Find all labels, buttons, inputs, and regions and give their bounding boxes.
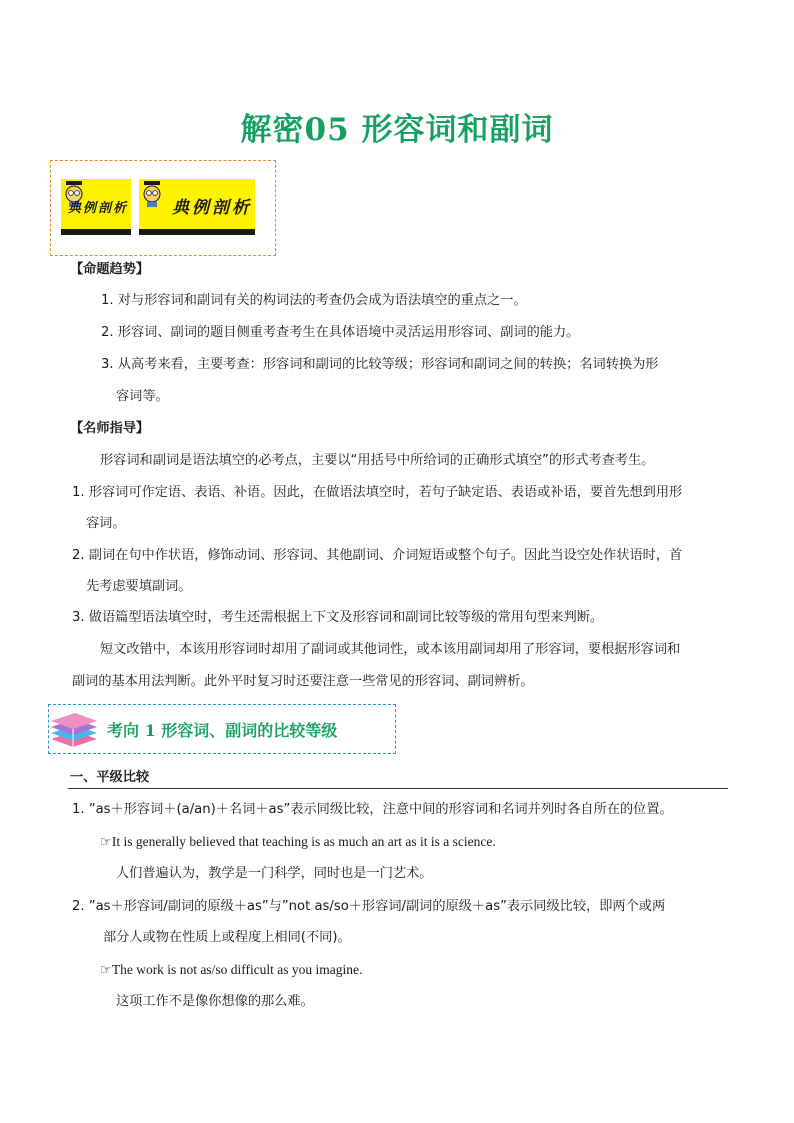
sub-heading: 一、平级比较 (70, 770, 150, 785)
divider (68, 788, 728, 789)
guide-paragraph: 3. 做语篇型语法填空时，考生还需根据上下文及形容词和副词比较等级的常用句型来判断。 (72, 610, 604, 625)
guide-paragraph: 形容词和副词是语法填空的必考点，主要以“用括号中所给词的正确形式填空”的形式考查考生。 (100, 453, 655, 468)
guide-paragraph: 短文改错中，本该用形容词时却用了副词或其他词性，或本该用副词却用了形容词，要根据形容词和 (100, 642, 681, 657)
example-analysis-badge-large (139, 179, 255, 235)
rule-item: 2. ”as＋形容词/副词的原级＋as”与”not as/so＋形容词/副词的原级＋as”表示同级比较，即两个或两 (72, 899, 666, 914)
trend-item: 1. 对与形容词和副词有关的构词法的考查仍会成为语法填空的重点之一。 (101, 293, 527, 308)
pointing-hand-icon: ☞ (100, 963, 112, 978)
mascot-icon (141, 181, 163, 207)
trend-item: 2. 形容词、副词的题目侧重考查考生在具体语境中灵活运用形容词、副词的能力。 (101, 325, 580, 340)
example-sentence (100, 960, 362, 981)
pointing-hand-icon: ☞ (100, 835, 112, 850)
badge-stripe (139, 229, 255, 235)
rule-item: 部分人或物在性质上或程度上相同(不同)。 (103, 930, 351, 945)
example-translation: 人们普遍认为，教学是一门科学，同时也是一门艺术。 (116, 866, 433, 881)
section-header (48, 704, 396, 754)
page-title: 解密05 形容词和副词 (240, 112, 554, 148)
badge-stripe (61, 229, 131, 235)
trend-item: 3. 从高考来看，主要考查：形容词和副词的比较等级；形容词和副词之间的转换；名词转换为形 (101, 357, 659, 372)
guide-paragraph: 先考虑要填副词。 (86, 579, 192, 594)
trend-heading: 【命题趋势】 (70, 262, 150, 277)
example-analysis-banner (50, 160, 276, 256)
books-icon (49, 709, 99, 749)
trend-item: 容词等。 (116, 389, 169, 404)
section-title: 考向 1 形容词、副词的比较等级 (107, 721, 338, 740)
badge-label: 典例剖析 (172, 198, 252, 218)
badge-label: 典例剖析 (67, 201, 128, 216)
guide-heading: 【名师指导】 (70, 421, 150, 436)
guide-paragraph: 容词。 (86, 516, 126, 531)
example-analysis-badge-small (61, 179, 131, 235)
example-english: It is generally believed that teaching is as much an art as it is a science. (111, 834, 496, 849)
guide-paragraph: 副词的基本用法判断。此外平时复习时还要注意一些常见的形容词、副词辨析。 (72, 674, 534, 689)
example-translation: 这项工作不是像你想像的那么难。 (116, 994, 314, 1009)
example-english: The work is not as/so difficult as you imagine. (111, 962, 363, 977)
guide-paragraph: 2. 副词在句中作状语，修饰动词、形容词、其他副词、介词短语或整个句子。因此当设空处作状语时，首 (72, 548, 683, 563)
example-sentence (100, 832, 496, 853)
rule-item: 1. ”as＋形容词＋(a/an)＋名词＋as”表示同级比较，注意中间的形容词和名词并列时各自所在的位置。 (72, 802, 673, 817)
guide-paragraph: 1. 形容词可作定语、表语、补语。因此，在做语法填空时，若句子缺定语、表语或补语，要首先想到用形 (72, 485, 683, 500)
